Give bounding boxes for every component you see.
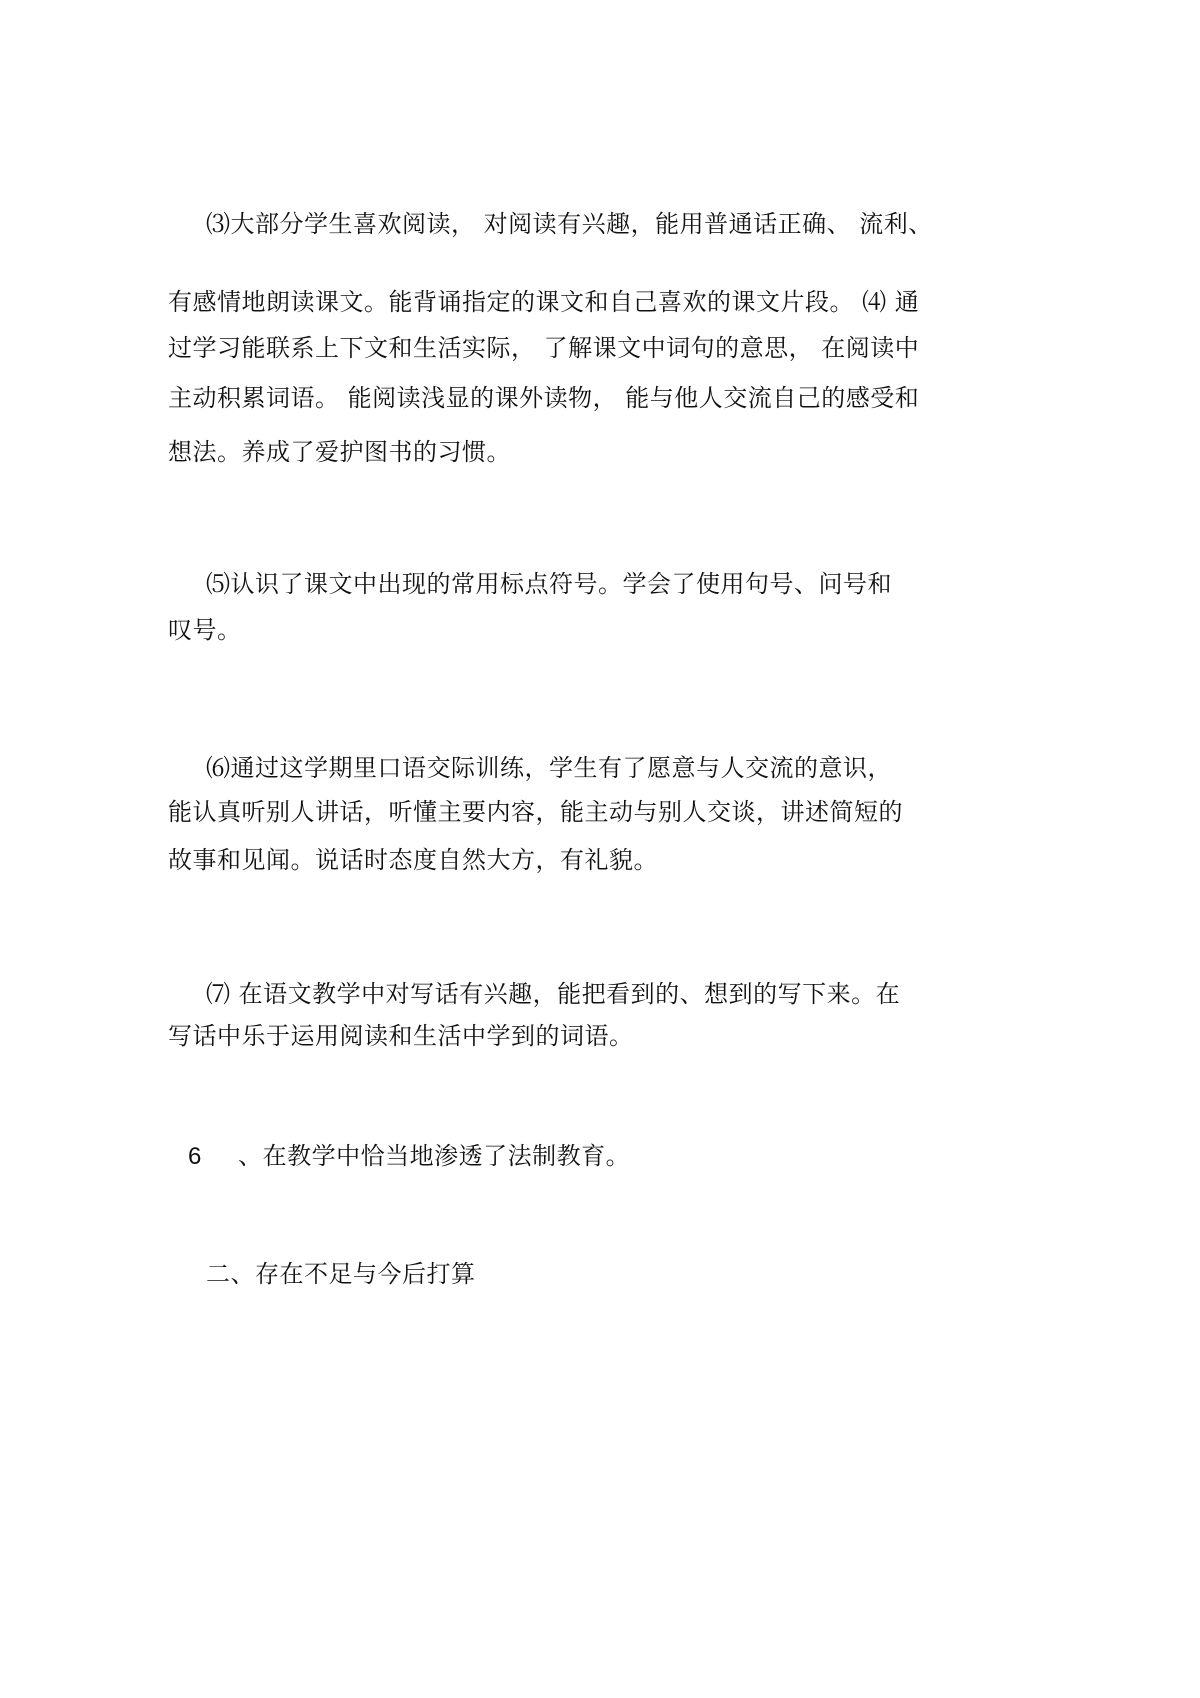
section-2-heading: 二、存在不足与今后打算 xyxy=(206,1260,476,1288)
item-6 xyxy=(188,1140,630,1173)
paragraph-6-line-1: ⑹通过这学期里口语交际训练，学生有了愿意与人交流的意识， xyxy=(206,754,892,782)
paragraph-7-line-1: ⑺ 在语文教学中对写话有兴趣，能把看到的、想到的写下来。在 xyxy=(206,980,901,1008)
paragraph-5-line-1: ⑸认识了课文中出现的常用标点符号。学会了使用句号、问号和 xyxy=(206,570,892,598)
item-6-text: 、在教学中恰当地渗透了法制教育。 xyxy=(238,1142,631,1170)
paragraph-3-line-3: 过学习能联系上下文和生活实际， 了解课文中词句的意思， 在阅读中 xyxy=(168,334,920,362)
item-6-number: 6 xyxy=(188,1143,202,1170)
paragraph-3-line-2: 有感情地朗读课文。能背诵指定的课文和自己喜欢的课文片段。 ⑷ 通 xyxy=(168,288,920,316)
paragraph-3-line-1: ⑶大部分学生喜欢阅读， 对阅读有兴趣，能用普通话正确、 流利、 xyxy=(206,210,933,238)
paragraph-6-line-2: 能认真听别人讲话，听懂主要内容，能主动与别人交谈，讲述简短的 xyxy=(168,798,903,826)
paragraph-3-line-5: 想法。养成了爱护图书的习惯。 xyxy=(168,438,511,466)
paragraph-3-line-4: 主动积累词语。 能阅读浅显的课外读物， 能与他人交流自己的感受和 xyxy=(168,384,920,412)
paragraph-6-line-3: 故事和见闻。说话时态度自然大方，有礼貌。 xyxy=(168,846,658,874)
paragraph-5-line-2: 叹号。 xyxy=(168,616,242,644)
paragraph-7-line-2: 写话中乐于运用阅读和生活中学到的词语。 xyxy=(168,1022,634,1050)
